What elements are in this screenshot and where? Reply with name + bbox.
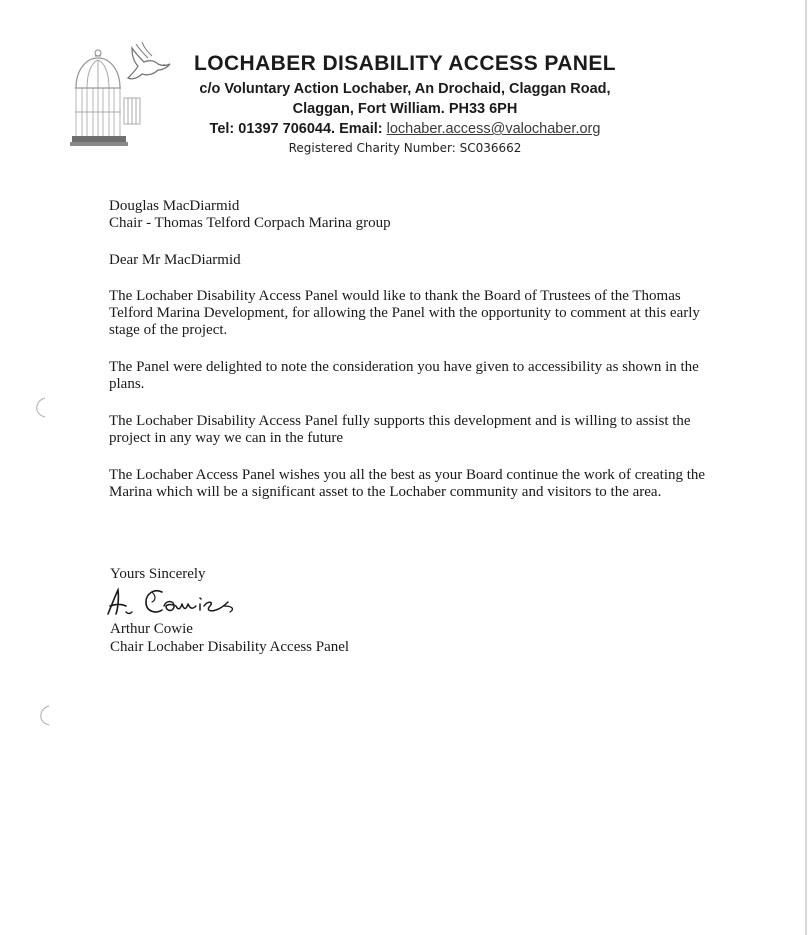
organization-name: LOCHABER DISABILITY ACCESS PANEL (194, 52, 616, 75)
address-line-2: Claggan, Fort William. PH33 6PH (292, 101, 518, 117)
paragraph-best-wishes: The Lochaber Access Panel wishes you all the best as your Board continue the work of creating the Marina which will be a significant asset to the Lochaber community and visitors to the area. (109, 467, 706, 500)
letter-body (109, 198, 709, 521)
recipient-block (109, 198, 709, 232)
page-edge-shadow (805, 0, 807, 935)
paragraph-accessibility: The Panel were delighted to note the consideration you have given to accessibility as shown in the plans. (109, 359, 699, 392)
charity-number: Registered Charity Number: SC036662 (288, 141, 522, 155)
telephone-label: Tel: 01397 706044. Email: (209, 121, 387, 137)
paragraph-thanks: The Lochaber Disability Access Panel would like to thank the Board of Trustees of the Thomas Telford Marina Development, for allowing the Panel with the opportunity to comment at this early stage of the project. (109, 288, 700, 338)
letterhead (190, 52, 620, 156)
signer-name: Arthur Cowie (110, 621, 193, 637)
punch-hole-mark-upper (34, 396, 48, 418)
salutation: Dear Mr MacDiarmid (109, 252, 241, 268)
signer-role: Chair Lochaber Disability Access Panel (110, 639, 350, 655)
handwritten-signature (104, 584, 264, 624)
recipient-name: Douglas MacDiarmid (109, 198, 240, 214)
closing-block (110, 566, 206, 583)
contact-line (190, 119, 620, 139)
email-link[interactable]: lochaber.access@valochaber.org (386, 121, 601, 137)
punch-hole-mark-lower (38, 704, 52, 726)
birdcage-dove-logo (70, 40, 185, 150)
paragraph-support: The Lochaber Disability Access Panel fully supports this development and is willing to assist the project in any way we can in the future (109, 413, 691, 446)
closing-text: Yours Sincerely (110, 566, 206, 582)
recipient-title: Chair - Thomas Telford Corpach Marina group (109, 215, 391, 231)
signer-block (110, 620, 349, 656)
address-line-1: c/o Voluntary Action Lochaber, An Drochaid, Claggan Road, (199, 81, 611, 97)
